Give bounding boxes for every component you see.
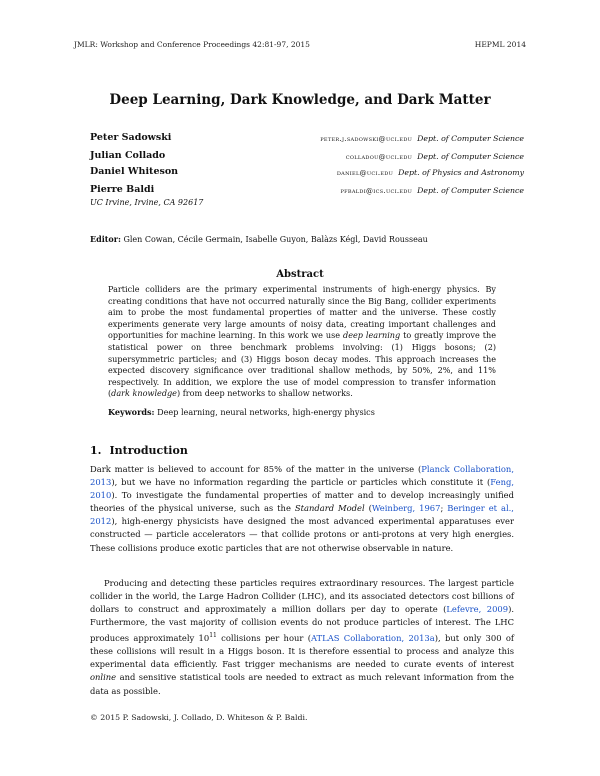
author-location: UC Irvine, Irvine, CA 92617 [90,198,204,207]
exponent: 11 [209,632,217,640]
body-emphasis: online [90,672,117,683]
paper-title: Deep Learning, Dark Knowledge, and Dark Matter [109,92,491,108]
citation-link[interactable]: Lefevre, 2009 [446,604,509,615]
author-affiliation [346,152,524,161]
author-dept: Dept. of Physics and Astronomy [398,168,524,177]
body-text: ( [368,503,372,514]
abstract-title: Abstract [276,269,324,280]
section-heading [90,444,188,457]
body-text: ). To investigate the fundamental properties of matter and to develop increasingly unified theories of the physical universe, such as the [90,490,514,514]
citation-link[interactable]: Planck Collaboration, 2013 [90,464,514,488]
body-text: collisions per hour ( [221,633,311,644]
keywords-line [108,407,375,417]
author-email: colladou@uci.edu [345,153,413,161]
citation-link[interactable]: Beringer et al., 2012 [90,503,514,527]
author-affiliation [340,186,524,195]
abstract-emphasis: deep learning [343,330,401,341]
copyright-footer: © 2015 P. Sadowski, J. Collado, D. Whiteson & P. Baldi. [90,713,308,722]
running-header-left: JMLR: Workshop and Conference Proceedings 42:81-97, 2015 [74,40,310,49]
author-email: daniel@uci.edu [336,169,394,177]
body-text: ), high-energy physicists have designed the most advanced experimental apparatuses ever constructed — particle accelerators — that collide protons or anti-protons at very high energies. These collisions produce exotic particles that are not otherwise observable in nature. [90,516,514,553]
body-text: ), but only 300 of these collisions will result in a Higgs boson. It is therefore essential to process and analyze this experimental data efficiently. Fast trigger mechanisms are needed to curate events of interest [90,633,514,670]
body-text: ). Furthermore, the vast majority of collision events do not produce particles of interest. The LHC produces approximately 10 [90,604,514,644]
intro-paragraph-2 [90,577,514,698]
section-title: Introduction [109,444,188,457]
running-header-right: HEPML 2014 [474,40,526,49]
author-affiliation [320,134,524,143]
author-email: pfbaldi@ics.uci.edu [340,187,413,195]
citation-link[interactable]: ATLAS Collaboration, 2013a [310,633,435,644]
body-text: ; [440,503,444,514]
editor-names: Glen Cowan, Cécile Germain, Isabelle Guyon, Balàzs Kégl, David Rousseau [123,235,428,244]
author-affiliation [337,168,524,177]
author-name: Daniel Whiteson [90,166,179,177]
author-dept: Dept. of Computer Science [417,152,524,161]
abstract-text: to greatly improve the statistical power on three benchmark problems involving: (1) Higgs bosons; (2) supersymmetric particles; and (3) Higgs boson decay modes. This approach increases the expected discovery significance over traditional shallow methods, by 50%, 2%, and 11% respectively. In addition, we explore the use of model compression to transfer information ( [108,330,496,399]
section-number: 1. [90,444,102,457]
abstract-text: ) from deep networks to shallow networks. [176,388,353,399]
editor-line [90,234,428,244]
body-text: Producing and detecting these particles requires extraordinary resources. The largest particle collider in the world, the Large Hadron Collider (LHC), and its associated detectors cost billions of dollars to construct and approximately a million dollars per day to operate ( [90,578,514,615]
body-emphasis: Standard Model [294,503,365,514]
editor-label: Editor: [90,234,121,244]
abstract-body [108,284,496,400]
author-dept: Dept. of Computer Science [417,186,524,195]
intro-paragraph-1 [90,463,514,555]
abstract-text: Particle colliders are the primary experimental instruments of high-energy physics. By creating conditions that have not occurred naturally since the Big Bang, collider experiments aim to probe the most fundamental properties of matter and the universe. These costly experiments generate very large amounts of noisy data, creating important challenges and opportunities for machine learning. In this work we use [108,284,496,341]
body-text: Dark matter is believed to account for 85% of the matter in the universe ( [90,464,422,474]
citation-link[interactable]: Feng, 2010 [90,477,514,501]
abstract-emphasis: dark knowledge [111,388,177,399]
body-text: and sensitive statistical tools are needed to extract as much relevant information from the data as possible. [90,672,514,696]
body-text: ), but we have no information regarding the particle or particles which constitute it ( [111,477,491,488]
author-name: Julian Collado [90,150,166,161]
author-name: Pierre Baldi [90,184,155,195]
citation-link[interactable]: Weinberg, 1967 [371,503,441,514]
author-dept: Dept. of Computer Science [417,134,524,143]
keywords-label: Keywords: [108,407,155,417]
author-email: peter.j.sadowski@uci.edu [320,135,413,143]
keywords-text: Deep learning, neural networks, high-energy physics [157,407,375,417]
author-name: Peter Sadowski [90,132,172,143]
